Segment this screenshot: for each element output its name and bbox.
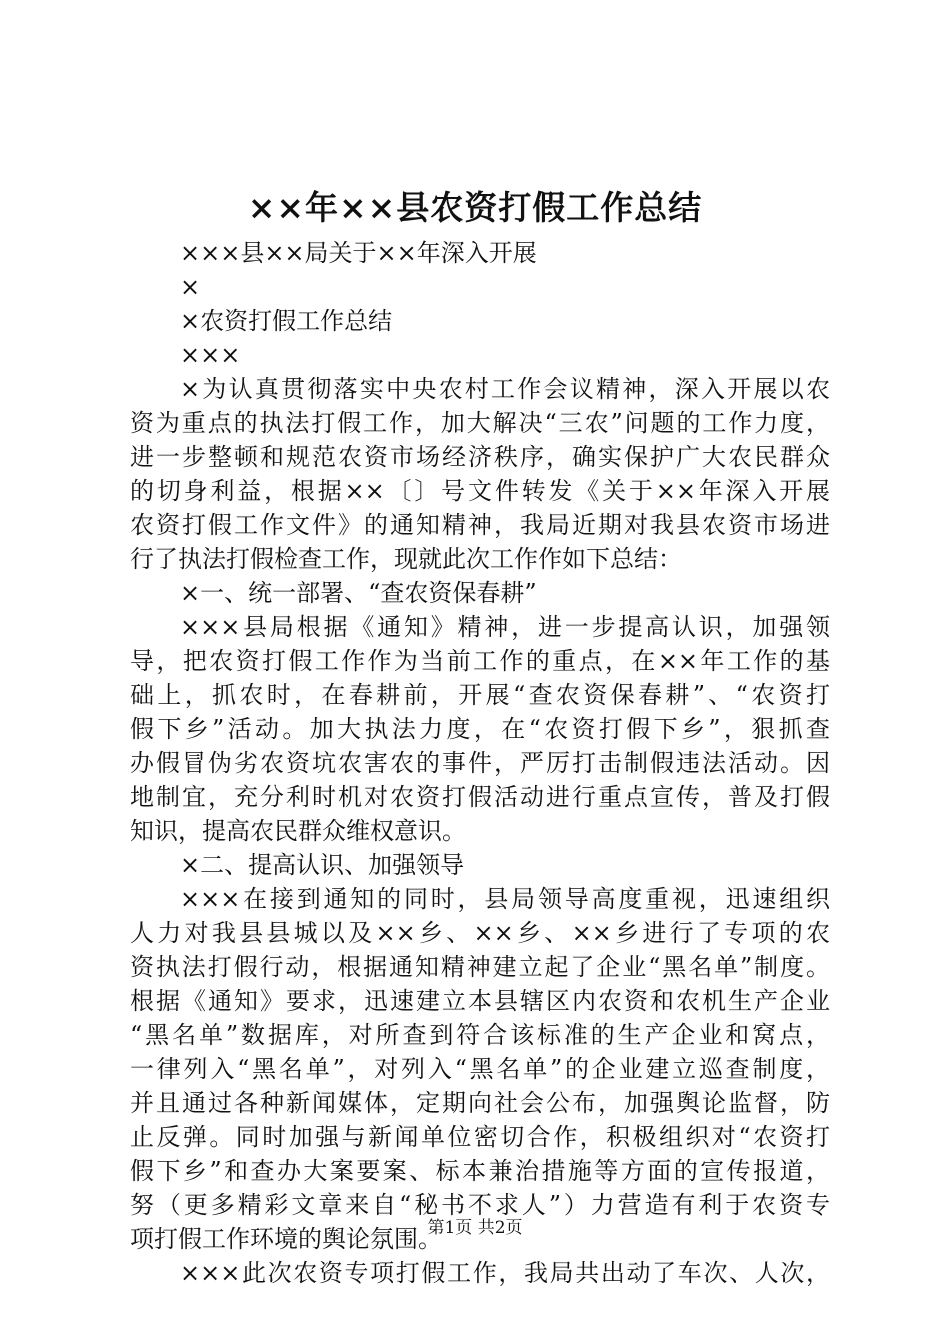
paragraph-line: 止反弹。同时加强与新闻单位密切合作，积极组织对“农资打 [130,1123,830,1151]
paragraph-line: 行了执法打假检查工作，现就此次工作作如下总结： [130,545,682,573]
paragraph-line: 资执法打假行动，根据通知精神建立起了企业“黑名单”制度。 [130,953,830,981]
paragraph-line: 的切身利益，根据××〔〕号文件转发《关于××年深入开展 [130,477,830,505]
paragraph-line: 础上，抓农时，在春耕前，开展“查农资保春耕”、“农资打 [130,681,830,709]
paragraph-line: 办假冒伪劣农资坑农害农的事件，严厉打击制假违法活动。因 [130,749,830,777]
paragraph-line: ×××此次农资专项打假工作，我局共出动了车次、人次， [180,1259,830,1287]
paragraph-line: 项打假工作环境的舆论氛围。 [130,1225,442,1253]
paragraph-line: ×一、统一部署、“查农资保春耕” [180,579,537,607]
paragraph-line: 知识，提高农民群众维权意识。 [130,817,466,845]
paragraph-line: ×二、提高认识、加强领导 [180,851,465,879]
page-footer: 第1页 共2页 [427,1218,523,1238]
paragraph-line: ×农资打假工作总结 [180,307,393,335]
document-body [130,236,830,1290]
paragraph-line: 农资打假工作文件》的通知精神，我局近期对我县农资市场进 [130,511,830,539]
paragraph-line: ×××在接到通知的同时，县局领导高度重视，迅速组织 [180,885,830,913]
paragraph-line: ×为认真贯彻落实中央农村工作会议精神，深入开展以农 [180,375,830,403]
paragraph-line: 假下乡”活动。加大执法力度，在“农资打假下乡”，狠抓查 [130,715,830,743]
paragraph-line: 并且通过各种新闻媒体，定期向社会公布，加强舆论监督，防 [130,1089,830,1117]
paragraph-line: 努（更多精彩文章来自“秘书不求人”）力营造有利于农资专 [130,1191,830,1219]
paragraph-line: × [180,273,201,301]
paragraph-line: 人力对我县县城以及××乡、××乡、××乡进行了专项的农 [130,919,830,947]
paragraph-line: ×××县××局关于××年深入开展 [180,239,537,267]
paragraph-line: 根据《通知》要求，迅速建立本县辖区内农资和农机生产企业 [130,987,830,1015]
paragraph-line: 地制宜，充分利时机对农资打假活动进行重点宣传，普及打假 [130,783,830,811]
paragraph-line: 假下乡”和查办大案要案、标本兼治措施等方面的宣传报道， [130,1157,830,1185]
paragraph-line: ×××县局根据《通知》精神，进一步提高认识，加强领 [180,613,830,641]
paragraph-line: 导，把农资打假工作作为当前工作的重点，在××年工作的基 [130,647,830,675]
paragraph-line: 进一步整顿和规范农资市场经济秩序，确实保护广大农民群众 [130,443,830,471]
paragraph-line: “黑名单”数据库，对所查到符合该标准的生产企业和窝点， [130,1021,830,1049]
document-title: ××年××县农资打假工作总结 [247,188,703,227]
paragraph-line: 资为重点的执法打假工作，加大解决“三农”问题的工作力度， [130,409,830,437]
paragraph-line: ××× [180,341,241,369]
paragraph-line: 一律列入“黑名单”，对列入“黑名单”的企业建立巡查制度， [130,1055,830,1083]
